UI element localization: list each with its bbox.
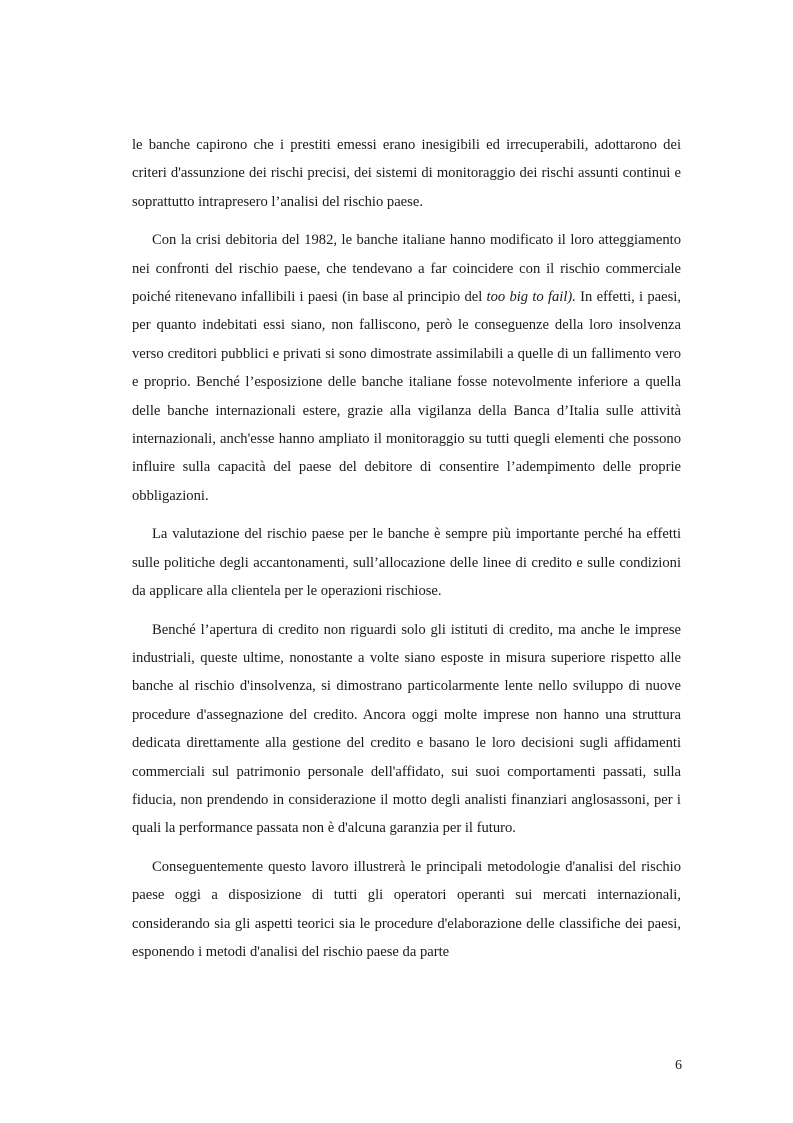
paragraph-1-text: le banche capirono che i prestiti emessi erano inesigibili ed irrecuperabili, adottarono dei criteri d'assunzione dei rischi precisi, dei sistemi di monitoraggio dei rischi assunti continui e soprattutto intrapresero l’analisi del rischio paese.: [132, 137, 681, 210]
paragraph-3: [132, 520, 681, 605]
page-number: 6: [675, 1058, 682, 1073]
body-text: [132, 131, 681, 976]
paragraph-2: [132, 226, 681, 510]
paragraph-2-text-b: In effetti, i paesi, per quanto indebitati essi siano, non falliscono, però le conseguenze della loro insolvenza verso creditori pubblici e privati si sono dimostrate assimilabili a quelle di un fallimento vero e proprio. Benché l’esposizione delle banche italiane fosse notevolmente inferiore a quella delle banche internazionali estere, grazie alla vigilanza della Banca d’Italia sulle attività internazionali, anch'esse hanno ampliato il monitoraggio su tutti quegli elementi che possono influire sulla capacità del paese del debitore di consentire l’adempimento delle proprie obbligazioni.: [132, 289, 681, 504]
paragraph-4: [132, 616, 681, 843]
paragraph-3-text: La valutazione del rischio paese per le banche è sempre più importante perché ha effetti sulle politiche degli accantonamenti, sull’allocazione delle linee di credito e sulle condizioni da applicare alla clientela per le operazioni rischiose.: [132, 526, 681, 600]
paragraph-4-text: Benché l’apertura di credito non riguardi solo gli istituti di credito, ma anche le imprese industriali, queste ultime, nonostante a volte siano esposte in misura superiore rispetto alle banche al rischio d'insolvenza, si dimostrano particolarmente lente nello sviluppo di nuove procedure d'assegnazione del credito. Ancora oggi molte imprese non hanno una struttura dedicata direttamente alla gestione del credito e basano le loro decisioni sugli affidamenti commerciali sul patrimonio personale dell'affidato, sui suoi comportamenti passati, sulla fiducia, non prendendo in considerazione il motto degli analisti finanziari anglosassoni, per i quali la performance passata non è d'alcuna garanzia per il futuro.: [132, 621, 681, 837]
paragraph-5-text: Conseguentemente questo lavoro illustrerà le principali metodologie d'analisi del rischio paese oggi a disposizione di tutti gli operatori operanti sui mercati internazionali, considerando sia gli aspetti teorici sia le procedure d'elaborazione delle classifiche dei paesi, esponendo i metodi d'analisi del rischio paese da parte: [132, 858, 681, 960]
paragraph-5: [132, 853, 681, 967]
paragraph-2-text-a: Con la crisi debitoria del 1982, le banche italiane hanno modificato il loro atteggiamento nei confronti del rischio paese, che tendevano a far coincidere con il rischio commerciale poiché ritenevano infallibili i paesi (in base al principio del: [132, 232, 681, 306]
paragraph-1: [132, 131, 681, 216]
paragraph-2-italic-phrase: too big to fail).: [486, 289, 576, 306]
